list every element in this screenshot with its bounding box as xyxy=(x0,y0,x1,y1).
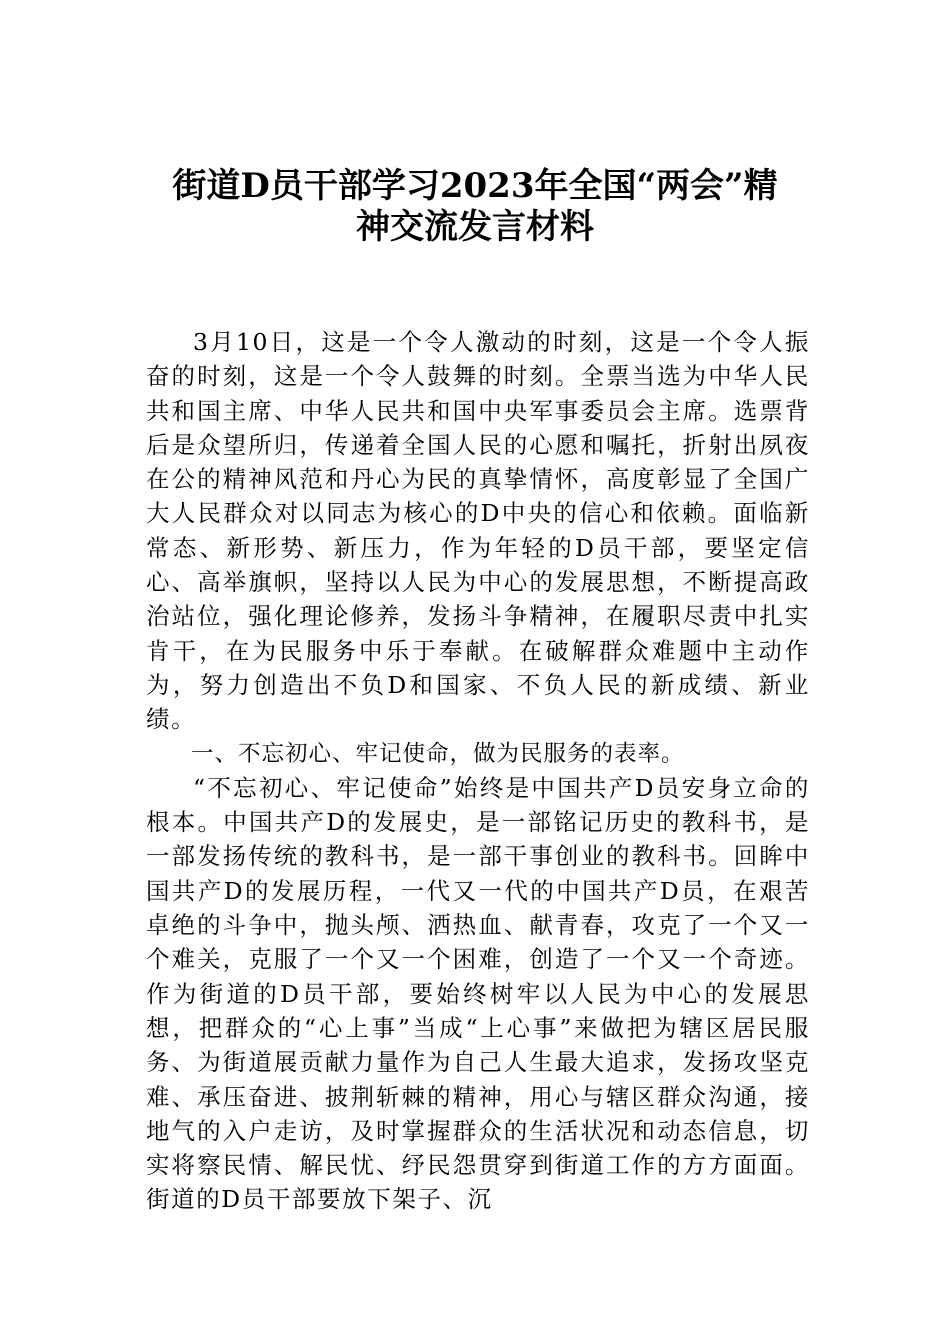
document-title-line-2: 神交流发言材料 xyxy=(356,207,594,247)
section-heading-1: 一、不忘初心、牢记使命，做为民服务的表率。 xyxy=(191,740,685,767)
document-body xyxy=(146,325,810,1217)
paragraph-intro: 3月10日，这是一个令人激动的时刻，这是一个令人振奋的时刻，这是一个令人鼓舞的时刻。全票当选为中华人民共和国主席、中华人民共和国中央军事委员会主席。选票背后是众望所归，传递着全国人民的心愿和嘱托，折射出夙夜在公的精神风范和丹心为民的真挚情怀，高度彰显了全国广大人民群众对以同志为核心的D中央的信心和依赖。面临新常态、新形势、新压力，作为年轻的D员干部，要坚定信心、高举旗帜，坚持以人民为中心的发展思想，不断提高政治站位，强化理论修养，发扬斗争精神，在履职尽责中扎实肯干，在为民服务中乐于奉献。在破解群众难题中主动作为，努力创造出不负D和国家、不负人民的新成绩、新业绩。 xyxy=(146,328,810,734)
document-title-line-1: 街道D员干部学习2023年全国“两会”精 xyxy=(172,166,778,206)
paragraph-section-1: “不忘初心、牢记使命”始终是中国共产D员安身立命的根本。中国共产D的发展史，是一部铭记历史的教科书，是一部发扬传统的教科书，是一部干事创业的教科书。回眸中国共产D的发展历程，一代又一代的中国共产D员，在艰苦卓绝的斗争中，抛头颅、洒热血、献青春，攻克了一个又一个难关，克服了一个又一个困难，创造了一个又一个奇迹。作为街道的D员干部，要始终树牢以人民为中心的发展思想，把群众的“心上事”当成“上心事”来做把为辖区居民服务、为街道展贡献力量作为自己人生最大追求，发扬攻坚克难、承压奋进、披荆斩棘的精神，用心与辖区群众沟通，接地气的入户走访，及时掌握群众的生活状况和动态信息，切实将察民情、解民忧、纾民怨贯穿到街道工作的方方面面。街道的D员干部要放下架子、沉 xyxy=(146,773,810,1214)
